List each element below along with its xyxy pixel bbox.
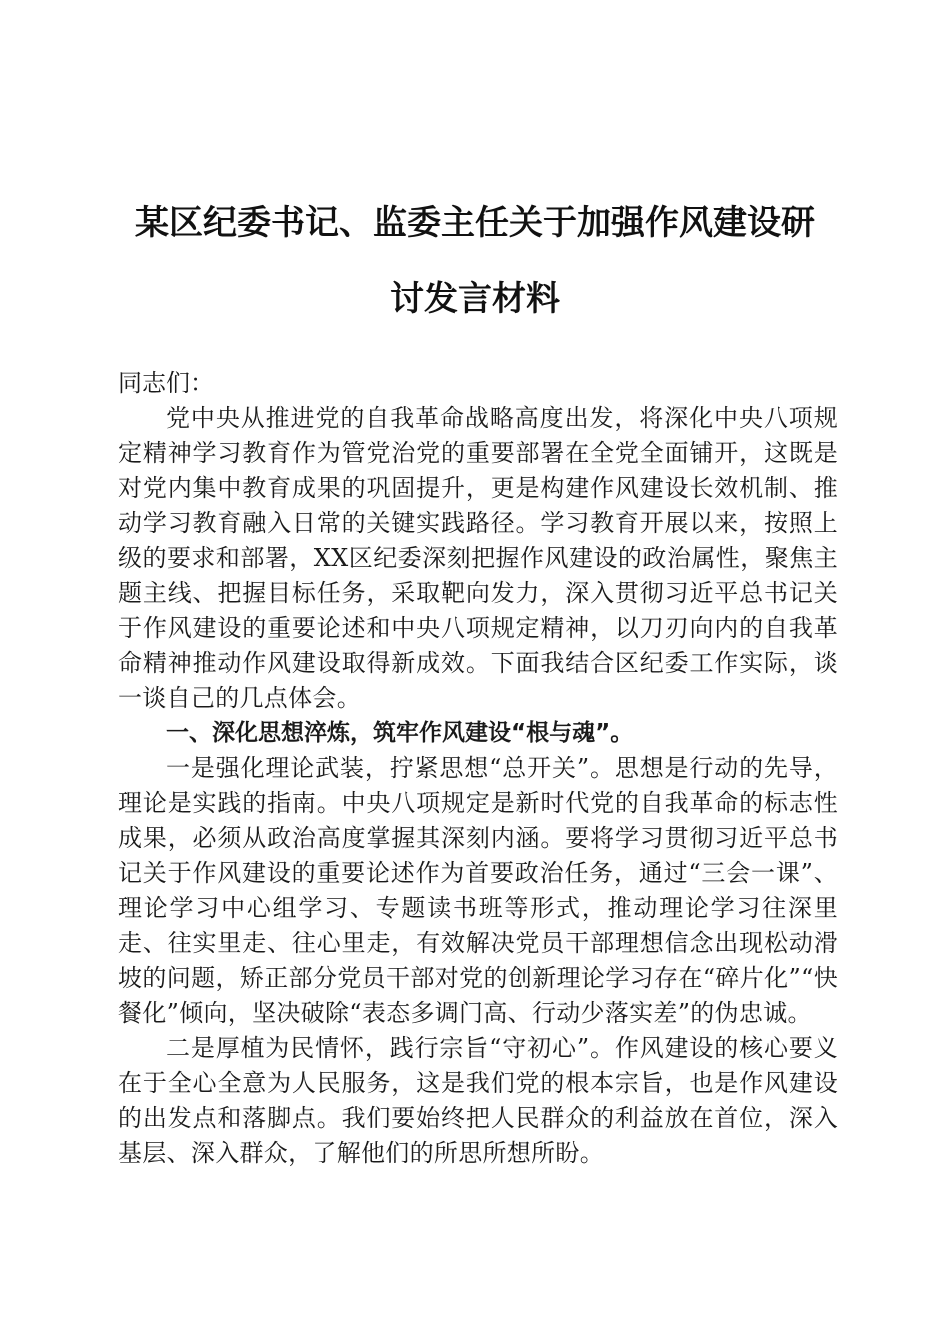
salutation: 同志们： [118,369,214,397]
document-title [110,185,840,337]
paragraph-point-1: 一是强化理论武装，拧紧思想“总开关”。思想是行动的先导，理论是实践的指南。中央八项规定是新时代党的自我革命的标志性成果，必须从政治高度掌握其深刻内涵。要将学习贯彻习近平总书记关于作风建设的重要论述作为首要政治任务，通过“三会一课”、理论学习中心组学习、专题读书班等形式，推动理论学习往深里走、往实里走、往心里走，有效解决党员干部理想信念出现松动滑坡的问题，矫正部分党员干部对党的创新理论学习存在“碎片化”“快餐化”倾向，坚决破除“表态多调门高、行动少落实差”的伪忠诚。 [118,754,838,1027]
paragraph-intro: 党中央从推进党的自我革命战略高度出发，将深化中央八项规定精神学习教育作为管党治党的重要部署在全党全面铺开，这既是对党内集中教育成果的巩固提升，更是构建作风建设长效机制、推动学习教育融入日常的关键实践路径。学习教育开展以来，按照上级的要求和部署，XX区纪委深刻把握作风建设的政治属性，聚焦主题主线、把握目标任务，采取靶向发力，深入贯彻习近平总书记关于作风建设的重要论述和中央八项规定精神，以刀刃向内的自我革命精神推动作风建设取得新成效。下面我结合区纪委工作实际，谈一谈自己的几点体会。 [118,404,838,712]
title-line-1: 某区纪委书记、监委主任关于加强作风建设研 [135,203,815,243]
paragraph-point-2: 二是厚植为民情怀，践行宗旨“守初心”。作风建设的核心要义在于全心全意为人民服务，这是我们党的根本宗旨，也是作风建设的出发点和落脚点。我们要始终把人民群众的利益放在首位，深入基层、深入群众，了解他们的所思所想所盼。 [118,1034,838,1167]
section-heading-1: 一、深化思想淬炼，筑牢作风建设“根与魂”。 [166,720,634,746]
title-line-2: 讨发言材料 [390,279,560,319]
document-body [118,366,838,1171]
